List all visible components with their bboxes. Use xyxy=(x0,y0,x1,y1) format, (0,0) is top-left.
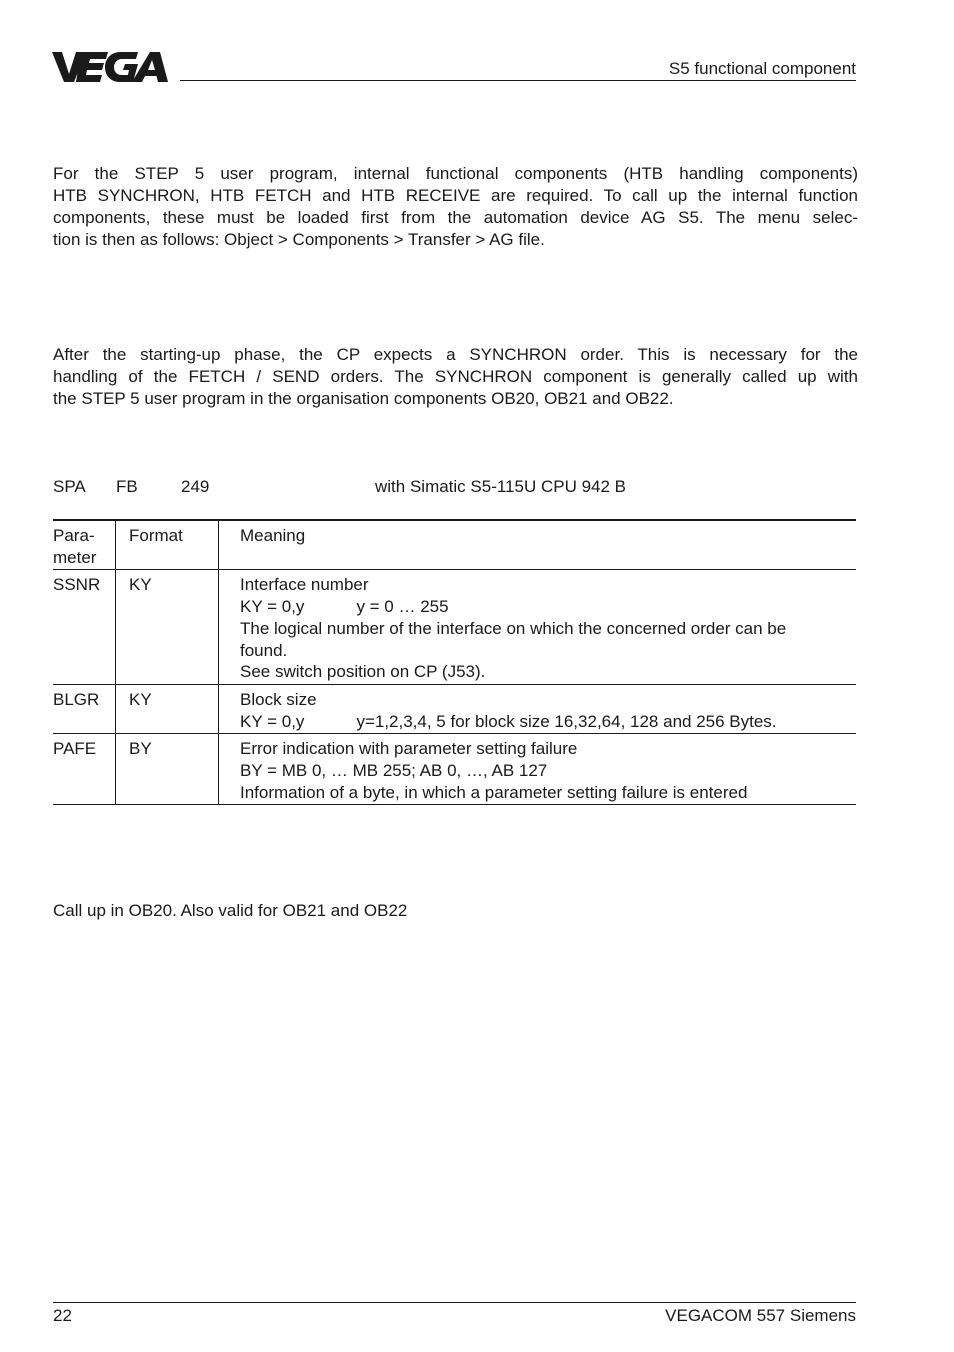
table-row xyxy=(53,570,856,685)
header-format: Format xyxy=(116,520,219,570)
text-line: tion is then as follows: Object > Components > Transfer > AG file. xyxy=(53,230,545,249)
param-name: BLGR xyxy=(53,689,100,709)
synchron-paragraph xyxy=(53,344,858,410)
param-meaning: Block size KY = 0,y y=1,2,3,4, 5 for block size 16,32,64, 128 and 256 Bytes. xyxy=(219,684,857,733)
footer-rule xyxy=(53,1302,856,1303)
parameter-table xyxy=(53,519,856,805)
param-format: KY xyxy=(116,684,219,733)
table-row xyxy=(53,734,856,805)
text-line: After the starting-up phase, the CP expects a SYNCHRON order. This is necessary for the xyxy=(53,345,858,364)
call-number: 249 xyxy=(181,477,210,496)
footer-title: VEGACOM 557 Siemens xyxy=(665,1306,856,1325)
text-line: For the STEP 5 user program, internal functional components (HTB handling components) xyxy=(53,164,858,183)
header-rule xyxy=(180,80,856,81)
table-header-row xyxy=(53,520,856,570)
text-line: handling of the FETCH / SEND orders. The SYNCHRON component is generally called up with xyxy=(53,367,858,386)
text-line: components, these must be loaded first from the automation device AG S5. The menu selec- xyxy=(53,208,858,227)
param-meaning: Interface number KY = 0,y y = 0 … 255 The logical number of the interface on which the concerned order can be found. See switch position on CP (J53). xyxy=(219,570,857,685)
intro-paragraph xyxy=(53,163,858,251)
table-row xyxy=(53,684,856,733)
param-format: BY xyxy=(116,734,219,805)
param-name: PAFE xyxy=(53,739,97,759)
text-line: the STEP 5 user program in the organisation components OB20, OB21 and OB22. xyxy=(53,389,674,408)
header-meaning: Meaning xyxy=(219,520,857,570)
param-meaning: Error indication with parameter setting failure BY = MB 0, … MB 255; AB 0, …, AB 127 Information of a byte, in which a parameter setting failure is entered xyxy=(219,734,857,805)
page-number: 22 xyxy=(53,1306,72,1325)
call-op: SPA xyxy=(53,477,86,496)
example-caption: Call up in OB20. Also valid for OB21 and OB22 xyxy=(53,901,408,920)
param-name: SSNR xyxy=(53,575,101,595)
header-title: S5 functional component xyxy=(668,59,856,78)
call-note: with Simatic S5-115U CPU 942 B xyxy=(375,477,627,496)
call-block: FB xyxy=(116,477,138,496)
vega-logo xyxy=(52,50,170,84)
param-format: KY xyxy=(116,570,219,685)
call-line xyxy=(0,476,954,498)
text-line: HTB SYNCHRON, HTB FETCH and HTB RECEIVE are required. To call up the internal function xyxy=(53,186,858,205)
header-parameter: Para- meter xyxy=(53,526,97,567)
